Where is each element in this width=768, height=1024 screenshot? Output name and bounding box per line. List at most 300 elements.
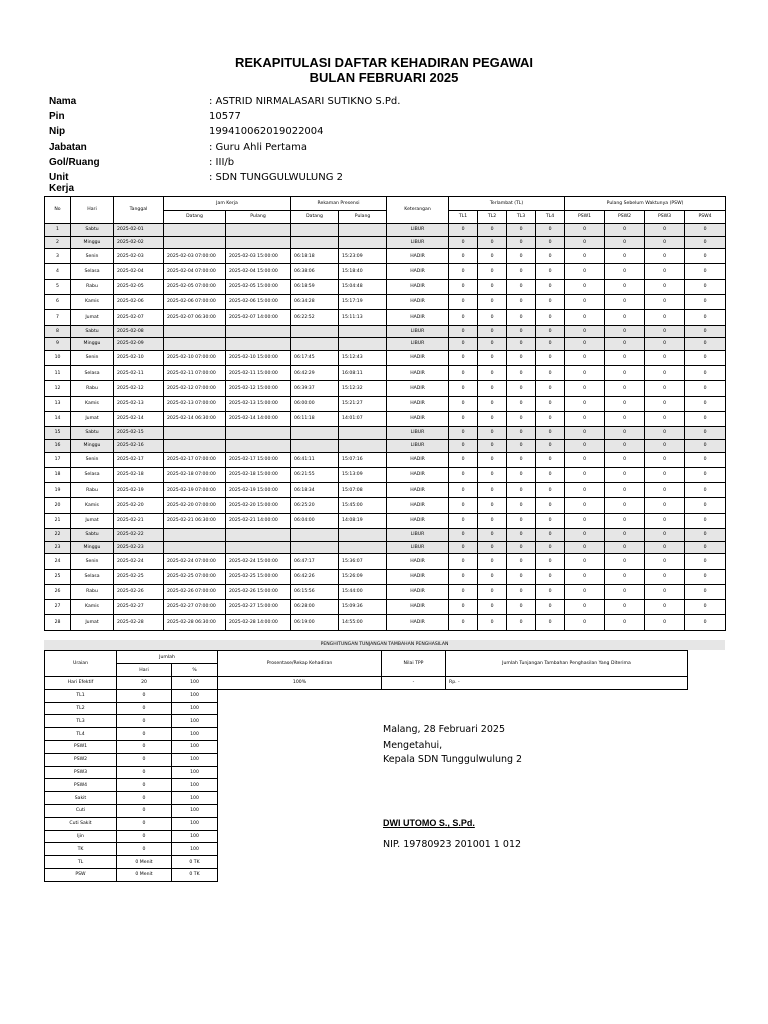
cell-psw1: 0 [565,483,605,498]
cell-keterangan: HADIR [387,412,449,427]
cell-psw1: 0 [565,310,605,325]
tpp-cell-nilai: - [382,677,446,690]
tpp-cell-uraian: Hari Efektif [45,677,117,690]
cell-tl1: 0 [449,279,478,294]
tpp-cell-persen: 100 [172,804,218,817]
cell-jk-datang [164,325,226,338]
tpp-cell-persen: 100 [172,779,218,792]
col-header-psw1: PSW1 [565,211,605,224]
cell-psw4: 0 [685,600,726,615]
cell-psw1: 0 [565,600,605,615]
cell-keterangan: HADIR [387,615,449,630]
cell-rp-datang: 06:22:52 [291,310,339,325]
cell-jk-datang: 2025-02-19 07:00:00 [164,483,226,498]
cell-rp-datang: 06:18:18 [291,249,339,264]
cell-psw1: 0 [565,541,605,554]
tpp-blank [218,779,688,792]
cell-tl4: 0 [536,224,565,237]
attendance-row [45,249,726,264]
cell-psw4: 0 [685,529,726,542]
tpp-row [45,715,688,728]
cell-tl2: 0 [478,584,507,599]
cell-psw1: 0 [565,249,605,264]
cell-tl1: 0 [449,452,478,467]
tpp-blank [218,702,688,715]
cell-hari: Minggu [71,236,114,249]
cell-tanggal: 2025-02-09 [114,338,164,351]
cell-tl4: 0 [536,584,565,599]
cell-no: 2 [45,236,71,249]
cell-psw1: 0 [565,264,605,279]
col-header-tl4: TL4 [536,211,565,224]
cell-psw1: 0 [565,554,605,569]
cell-hari: Rabu [71,584,114,599]
col-header-jk-datang: Datang [164,211,226,224]
cell-jk-datang [164,529,226,542]
cell-tl4: 0 [536,412,565,427]
cell-psw4: 0 [685,412,726,427]
cell-no: 16 [45,439,71,452]
tpp-cell-persen: 100 [172,792,218,805]
cell-hari: Senin [71,249,114,264]
cell-rp-pulang: 15:09:36 [339,600,387,615]
cell-psw3: 0 [645,236,685,249]
signature-known: Mengetahui, [383,740,443,751]
cell-tl2: 0 [478,224,507,237]
tpp-row [45,689,688,702]
cell-keterangan: LIBUR [387,224,449,237]
cell-tl2: 0 [478,366,507,381]
cell-hari: Selasa [71,264,114,279]
col-header-psw3: PSW3 [645,211,685,224]
cell-tl1: 0 [449,569,478,584]
tpp-cell-hari: 0 [117,766,172,779]
cell-psw4: 0 [685,452,726,467]
tpp-row [45,868,688,881]
cell-tl4: 0 [536,350,565,365]
cell-rp-pulang: 15:18:40 [339,264,387,279]
tpp-header-persen: % [172,664,218,677]
tpp-cell-hari: 0 [117,753,172,766]
tpp-row [45,740,688,753]
cell-psw4: 0 [685,427,726,440]
cell-jk-pulang [226,325,291,338]
cell-psw3: 0 [645,529,685,542]
col-header-rp-datang: Datang [291,211,339,224]
attendance-row [45,439,726,452]
cell-tl3: 0 [507,452,536,467]
cell-tl3: 0 [507,600,536,615]
cell-jk-pulang [226,236,291,249]
info-label: Nama [49,96,77,107]
cell-tl4: 0 [536,541,565,554]
attendance-row [45,325,726,338]
tpp-cell-hari: 0 [117,830,172,843]
cell-psw3: 0 [645,381,685,396]
cell-no: 22 [45,529,71,542]
cell-psw3: 0 [645,325,685,338]
cell-jk-pulang: 2025-02-04 15:00:00 [226,264,291,279]
cell-hari: Sabtu [71,325,114,338]
cell-tl3: 0 [507,427,536,440]
cell-psw4: 0 [685,513,726,528]
attendance-row [45,381,726,396]
cell-jk-pulang: 2025-02-26 15:00:00 [226,584,291,599]
cell-psw1: 0 [565,295,605,310]
cell-tl1: 0 [449,295,478,310]
tpp-cell-prosentase: 100% [218,677,382,690]
cell-tanggal: 2025-02-13 [114,396,164,411]
cell-psw1: 0 [565,325,605,338]
cell-no: 26 [45,584,71,599]
cell-keterangan: HADIR [387,350,449,365]
cell-psw3: 0 [645,350,685,365]
tpp-cell-hari: 0 Menit [117,868,172,881]
tpp-row [45,856,688,869]
cell-hari: Kamis [71,498,114,513]
cell-tl1: 0 [449,396,478,411]
cell-psw2: 0 [605,584,645,599]
info-label: Pin [49,111,65,123]
cell-tl4: 0 [536,264,565,279]
tpp-header-jumlah-tpp: Jumlah Tunjangan Tambahan Penghasilan Yang Diterima [446,651,688,677]
cell-no: 15 [45,427,71,440]
attendance-row [45,350,726,365]
cell-psw2: 0 [605,381,645,396]
cell-tanggal: 2025-02-21 [114,513,164,528]
cell-psw4: 0 [685,366,726,381]
cell-rp-datang: 06:19:00 [291,615,339,630]
tpp-blank [218,740,688,753]
cell-keterangan: HADIR [387,467,449,482]
cell-tl1: 0 [449,412,478,427]
cell-hari: Selasa [71,569,114,584]
cell-jk-pulang: 2025-02-17 15:00:00 [226,452,291,467]
cell-jk-pulang [226,541,291,554]
tpp-cell-hari: 0 [117,779,172,792]
cell-keterangan: HADIR [387,295,449,310]
tpp-row [45,753,688,766]
cell-psw1: 0 [565,279,605,294]
col-header-rp-pulang: Pulang [339,211,387,224]
cell-psw4: 0 [685,249,726,264]
cell-tl2: 0 [478,452,507,467]
cell-psw2: 0 [605,554,645,569]
info-label: Nip [49,126,66,138]
cell-jk-datang [164,224,226,237]
cell-psw2: 0 [605,325,645,338]
cell-tl3: 0 [507,264,536,279]
cell-hari: Rabu [71,483,114,498]
cell-psw3: 0 [645,427,685,440]
cell-tanggal: 2025-02-05 [114,279,164,294]
cell-rp-pulang: 14:55:00 [339,615,387,630]
cell-psw2: 0 [605,396,645,411]
cell-psw3: 0 [645,396,685,411]
tpp-row [45,830,688,843]
cell-tl1: 0 [449,427,478,440]
cell-no: 11 [45,366,71,381]
tpp-cell-uraian: TL1 [45,689,117,702]
cell-psw3: 0 [645,295,685,310]
cell-tl1: 0 [449,366,478,381]
tpp-header-uraian: Uraian [45,651,117,677]
cell-psw4: 0 [685,541,726,554]
cell-hari: Sabtu [71,224,114,237]
cell-psw3: 0 [645,224,685,237]
cell-tl4: 0 [536,452,565,467]
cell-jk-datang: 2025-02-20 07:00:00 [164,498,226,513]
cell-jk-pulang: 2025-02-05 15:00:00 [226,279,291,294]
attendance-row [45,452,726,467]
cell-tl2: 0 [478,439,507,452]
cell-keterangan: HADIR [387,513,449,528]
cell-hari: Kamis [71,600,114,615]
cell-psw2: 0 [605,467,645,482]
cell-keterangan: HADIR [387,249,449,264]
cell-jk-datang: 2025-02-07 06:30:00 [164,310,226,325]
cell-psw1: 0 [565,513,605,528]
cell-psw1: 0 [565,439,605,452]
col-header-no: No [45,197,71,224]
cell-tanggal: 2025-02-28 [114,615,164,630]
col-header-tl1: TL1 [449,211,478,224]
attendance-row [45,513,726,528]
attendance-row [45,554,726,569]
cell-keterangan: HADIR [387,498,449,513]
cell-jk-datang: 2025-02-26 07:00:00 [164,584,226,599]
cell-jk-datang: 2025-02-10 07:00:00 [164,350,226,365]
cell-tanggal: 2025-02-02 [114,236,164,249]
cell-psw4: 0 [685,325,726,338]
cell-tl1: 0 [449,600,478,615]
cell-jk-datang: 2025-02-28 06:30:00 [164,615,226,630]
cell-tanggal: 2025-02-26 [114,584,164,599]
cell-tl4: 0 [536,483,565,498]
tpp-row [45,843,688,856]
tpp-header-prosentase: Prosentase/Rekap Kehadiran [218,651,382,677]
cell-hari: Rabu [71,279,114,294]
cell-tl4: 0 [536,498,565,513]
tpp-row [45,677,688,690]
cell-psw1: 0 [565,396,605,411]
cell-psw3: 0 [645,310,685,325]
cell-psw4: 0 [685,295,726,310]
cell-psw1: 0 [565,224,605,237]
cell-jk-datang: 2025-02-13 07:00:00 [164,396,226,411]
tpp-blank [218,689,688,702]
cell-hari: Senin [71,350,114,365]
cell-keterangan: LIBUR [387,236,449,249]
tpp-table [44,650,688,882]
tpp-cell-hari: 0 Menit [117,856,172,869]
cell-rp-datang: 06:47:17 [291,554,339,569]
cell-keterangan: HADIR [387,310,449,325]
cell-tanggal: 2025-02-07 [114,310,164,325]
cell-no: 28 [45,615,71,630]
cell-no: 19 [45,483,71,498]
info-value: 199410062019022004 [209,126,324,138]
cell-psw2: 0 [605,600,645,615]
cell-tl3: 0 [507,529,536,542]
cell-no: 7 [45,310,71,325]
cell-psw1: 0 [565,569,605,584]
tpp-header-jumlah: Jumlah [117,651,218,664]
cell-tl1: 0 [449,249,478,264]
cell-keterangan: HADIR [387,600,449,615]
cell-tl2: 0 [478,569,507,584]
cell-no: 12 [45,381,71,396]
attendance-row [45,396,726,411]
cell-rp-datang [291,529,339,542]
attendance-row [45,541,726,554]
cell-psw1: 0 [565,529,605,542]
cell-tl3: 0 [507,350,536,365]
col-header-hari: Hari [71,197,114,224]
cell-psw4: 0 [685,483,726,498]
tpp-row [45,766,688,779]
attendance-row [45,236,726,249]
tpp-cell-hari: 0 [117,689,172,702]
attendance-row [45,584,726,599]
cell-no: 18 [45,467,71,482]
cell-jk-pulang [226,224,291,237]
cell-tl2: 0 [478,498,507,513]
cell-rp-datang: 06:42:29 [291,366,339,381]
cell-tl2: 0 [478,325,507,338]
cell-tl3: 0 [507,366,536,381]
cell-tl2: 0 [478,381,507,396]
cell-keterangan: HADIR [387,366,449,381]
cell-tanggal: 2025-02-22 [114,529,164,542]
tpp-cell-hari: 0 [117,817,172,830]
cell-no: 6 [45,295,71,310]
attendance-row [45,366,726,381]
tpp-cell-hari: 0 [117,804,172,817]
cell-tl4: 0 [536,554,565,569]
tpp-header-nilai: Nilai TPP [382,651,446,677]
cell-tl3: 0 [507,381,536,396]
cell-jk-datang: 2025-02-03 07:00:00 [164,249,226,264]
attendance-row [45,279,726,294]
attendance-row [45,264,726,279]
cell-tl4: 0 [536,569,565,584]
cell-hari: Kamis [71,295,114,310]
cell-tl4: 0 [536,600,565,615]
cell-tl2: 0 [478,541,507,554]
cell-psw3: 0 [645,338,685,351]
cell-tl2: 0 [478,615,507,630]
cell-jk-pulang: 2025-02-11 15:00:00 [226,366,291,381]
attendance-row [45,310,726,325]
col-header-tl2: TL2 [478,211,507,224]
tpp-cell-persen: 100 [172,728,218,741]
info-value: : III/b [209,156,235,168]
tpp-cell-hari: 0 [117,792,172,805]
cell-tanggal: 2025-02-10 [114,350,164,365]
tpp-cell-persen: 100 [172,715,218,728]
tpp-header-hari: Hari [117,664,172,677]
cell-tl3: 0 [507,396,536,411]
cell-keterangan: LIBUR [387,338,449,351]
cell-psw1: 0 [565,452,605,467]
cell-hari: Minggu [71,439,114,452]
cell-rp-datang: 06:42:26 [291,569,339,584]
tpp-cell-uraian: Cuti Sakit [45,817,117,830]
cell-hari: Jumat [71,513,114,528]
cell-psw1: 0 [565,350,605,365]
cell-psw4: 0 [685,350,726,365]
cell-tanggal: 2025-02-20 [114,498,164,513]
attendance-row [45,615,726,630]
cell-tl3: 0 [507,325,536,338]
cell-rp-pulang: 15:45:00 [339,498,387,513]
attendance-row [45,467,726,482]
cell-keterangan: HADIR [387,396,449,411]
cell-no: 10 [45,350,71,365]
cell-psw4: 0 [685,310,726,325]
cell-tanggal: 2025-02-12 [114,381,164,396]
cell-psw2: 0 [605,236,645,249]
cell-no: 23 [45,541,71,554]
cell-hari: Selasa [71,467,114,482]
cell-rp-datang: 06:21:55 [291,467,339,482]
tpp-cell-persen: 100 [172,677,218,690]
cell-tl1: 0 [449,381,478,396]
cell-psw1: 0 [565,498,605,513]
cell-no: 3 [45,249,71,264]
tpp-row [45,817,688,830]
cell-rp-datang: 06:11:18 [291,412,339,427]
cell-psw1: 0 [565,467,605,482]
cell-no: 27 [45,600,71,615]
tpp-cell-uraian: TL [45,856,117,869]
tpp-cell-uraian: Ijin [45,830,117,843]
col-header-rekaman: Rekaman Presensi [291,197,387,211]
cell-tl1: 0 [449,264,478,279]
cell-jk-pulang: 2025-02-03 15:00:00 [226,249,291,264]
cell-tl3: 0 [507,249,536,264]
cell-keterangan: HADIR [387,381,449,396]
cell-rp-datang: 06:25:20 [291,498,339,513]
attendance-row [45,338,726,351]
tpp-cell-uraian: PSW4 [45,779,117,792]
cell-tl4: 0 [536,396,565,411]
cell-tl4: 0 [536,236,565,249]
cell-tl1: 0 [449,513,478,528]
cell-tl3: 0 [507,236,536,249]
cell-tl1: 0 [449,325,478,338]
cell-psw4: 0 [685,467,726,482]
cell-tl1: 0 [449,224,478,237]
cell-psw4: 0 [685,264,726,279]
tpp-blank [218,868,688,881]
cell-tl1: 0 [449,554,478,569]
cell-jk-pulang: 2025-02-12 15:00:00 [226,381,291,396]
cell-rp-pulang: 15:07:08 [339,483,387,498]
cell-tl3: 0 [507,279,536,294]
cell-psw3: 0 [645,569,685,584]
cell-tl1: 0 [449,529,478,542]
tpp-cell-uraian: TL2 [45,702,117,715]
cell-no: 21 [45,513,71,528]
info-value: : Guru Ahli Pertama [209,141,308,153]
tpp-cell-hari: 0 [117,702,172,715]
cell-psw1: 0 [565,584,605,599]
cell-tl2: 0 [478,427,507,440]
cell-rp-datang: 06:39:37 [291,381,339,396]
tpp-cell-persen: 100 [172,830,218,843]
